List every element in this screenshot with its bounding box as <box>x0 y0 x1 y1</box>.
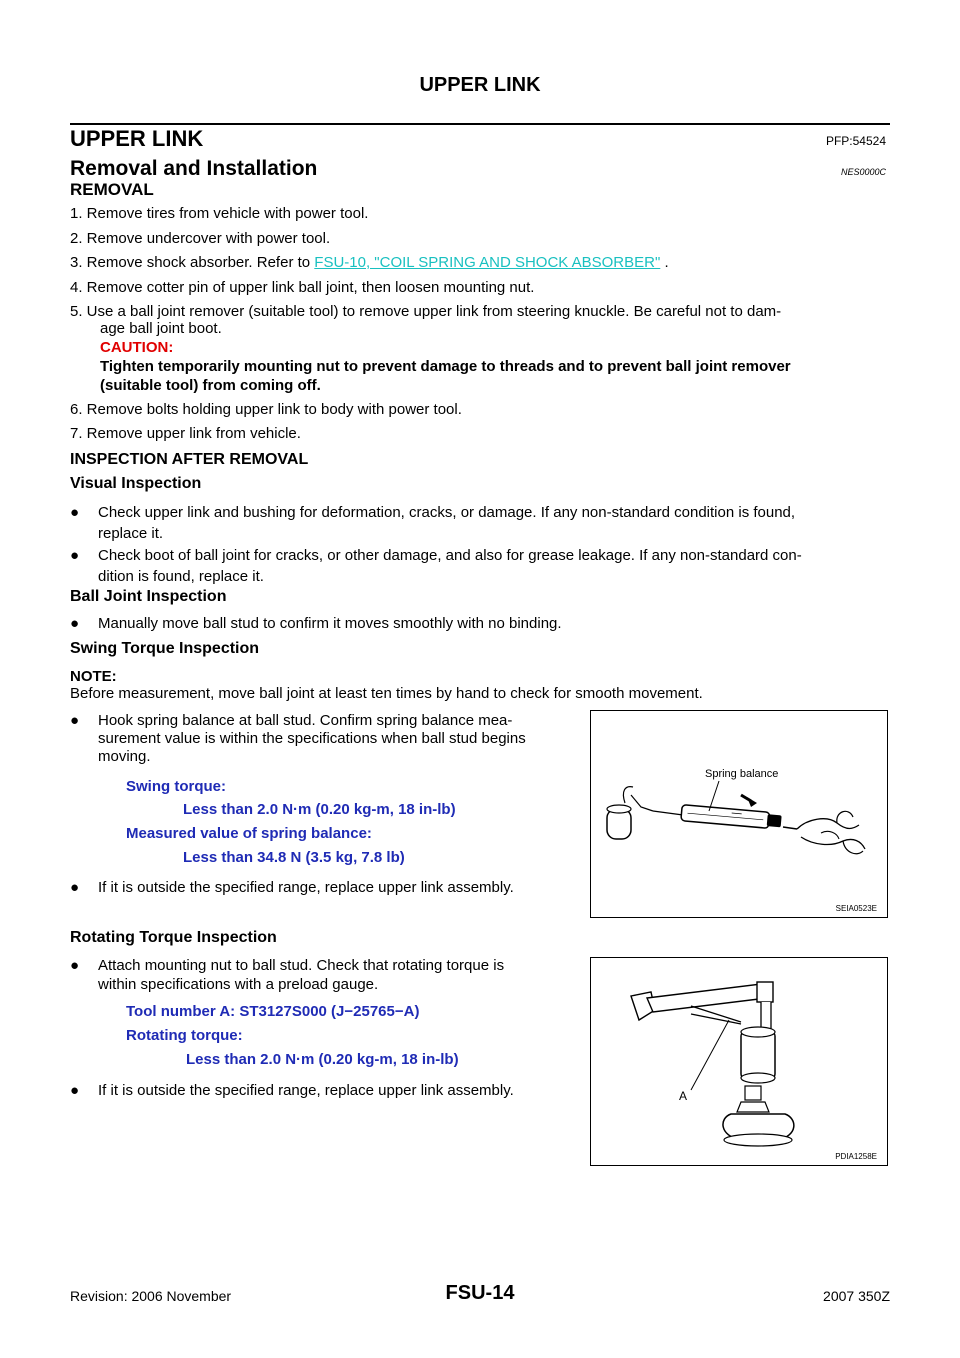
rotating-item-1 <box>70 955 504 995</box>
swing-item-1-line-3: moving. <box>98 748 151 765</box>
visual-item-2 <box>70 545 802 587</box>
bullet-icon: ● <box>70 615 80 632</box>
caution-line-2: (suitable tool) from coming off. <box>100 377 321 394</box>
ball-joint-heading: Ball Joint Inspection <box>70 588 227 605</box>
visual-item-1-line-1: Check upper link and bushing for deformation, cracks, or damage. If any non-standard condition is found, <box>98 504 796 521</box>
ball-joint-item-text: Manually move ball stud to confirm it moves smoothly with no binding. <box>98 615 562 632</box>
removal-heading: REMOVAL <box>70 180 154 199</box>
removal-step-7: 7. Remove upper link from vehicle. <box>70 425 301 442</box>
removal-step-3-suffix: . <box>660 254 669 271</box>
footer-revision: Revision: 2006 November <box>70 1288 232 1304</box>
bullet-icon: ● <box>70 879 80 896</box>
visual-item-1-line-2: replace it. <box>98 525 164 542</box>
visual-inspection-heading: Visual Inspection <box>70 475 202 492</box>
removal-step-4: 4. Remove cotter pin of upper link ball joint, then loosen mounting nut. <box>70 279 535 296</box>
preload-gauge-figure <box>590 957 888 1166</box>
note-text: Before measurement, move ball joint at least ten times by hand to check for smooth movement. <box>70 685 703 702</box>
rotating-torque-heading: Rotating Torque Inspection <box>70 929 277 946</box>
tool-a-label: A <box>679 1089 688 1103</box>
tool-number-spec: Tool number A: ST3127S000 (J−25765−A) <box>126 1003 420 1020</box>
bullet-icon: ● <box>70 712 80 729</box>
removal-step-6: 6. Remove bolts holding upper link to body with power tool. <box>70 401 462 418</box>
removal-step-5-cont: age ball joint boot. <box>100 320 222 337</box>
bullet-icon: ● <box>70 1082 80 1099</box>
visual-item-2-line-1: Check boot of ball joint for cracks, or other damage, and also for grease leakage. If any non-standard con- <box>98 547 802 564</box>
spring-balance-figure-code: SEIA0523E <box>835 904 877 913</box>
swing-item-1-line-2: surement value is within the specifications when ball stud begins <box>98 730 526 747</box>
removal-step-3 <box>70 252 669 273</box>
swing-item-1 <box>70 710 526 767</box>
rotating-item-2 <box>70 1080 514 1101</box>
visual-item-1 <box>70 502 795 544</box>
preload-gauge-illustration <box>591 958 887 1165</box>
swing-item-2 <box>70 877 514 898</box>
swing-torque-heading: Swing Torque Inspection <box>70 640 260 657</box>
subsection-title-row <box>70 157 890 185</box>
footer-page-number: FSU-14 <box>445 1282 515 1304</box>
swing-item-2-text: If it is outside the specified range, replace upper link assembly. <box>98 879 514 896</box>
inspection-heading: INSPECTION AFTER REMOVAL <box>70 451 309 468</box>
ball-joint-item <box>70 613 562 634</box>
page-header-title: UPPER LINK <box>419 74 541 96</box>
bullet-icon: ● <box>70 504 80 521</box>
rotating-item-1-line-1: Attach mounting nut to ball stud. Check that rotating torque is <box>98 957 505 974</box>
spring-balance-label: Spring balance <box>705 768 779 780</box>
subsection-code: NES0000C <box>840 167 886 177</box>
spring-balance-spec-value: Less than 34.8 N (3.5 kg, 7.8 lb) <box>183 849 405 866</box>
header-rule <box>70 123 890 125</box>
preload-gauge-figure-code: PDIA1258E <box>835 1152 877 1161</box>
removal-step-5: 5. Use a ball joint remover (suitable tool) to remove upper link from steering knuckle. Be careful not to dam- <box>70 303 782 320</box>
rotating-torque-spec-label: Rotating torque: <box>126 1027 243 1044</box>
bullet-icon: ● <box>70 957 80 974</box>
footer-model: 2007 350Z <box>823 1288 890 1304</box>
swing-spec-value: Less than 2.0 N·m (0.20 kg-m, 18 in-lb) <box>183 801 456 818</box>
caution-line-1: Tighten temporarily mounting nut to prevent damage to threads and to prevent ball joint remover <box>100 358 791 375</box>
rotating-torque-spec-value: Less than 2.0 N·m (0.20 kg-m, 18 in-lb) <box>186 1051 459 1068</box>
pfp-code: PFP:54524 <box>825 134 886 148</box>
caution-label: CAUTION: <box>100 339 174 356</box>
note-label: NOTE: <box>70 668 117 685</box>
subsection-title: Removal and Installation <box>70 157 318 180</box>
spring-balance-figure <box>590 710 888 918</box>
removal-step-2: 2. Remove undercover with power tool. <box>70 230 331 247</box>
removal-step-3-text: 3. Remove shock absorber. Refer to <box>70 254 311 271</box>
removal-step-1: 1. Remove tires from vehicle with power tool. <box>70 205 369 222</box>
section-title: UPPER LINK <box>70 126 204 151</box>
section-title-row <box>70 126 890 156</box>
rotating-item-2-text: If it is outside the specified range, replace upper link assembly. <box>98 1082 514 1099</box>
fsu-10-reference-link[interactable]: FSU-10, "COIL SPRING AND SHOCK ABSORBER" <box>314 254 661 271</box>
visual-item-2-line-2: dition is found, replace it. <box>98 568 264 585</box>
rotating-item-1-line-2: within specifications with a preload gauge. <box>98 976 379 993</box>
spring-balance-illustration <box>591 711 887 917</box>
bullet-icon: ● <box>70 547 80 564</box>
spring-balance-spec-label: Measured value of spring balance: <box>126 825 372 842</box>
swing-spec-label: Swing torque: <box>126 778 226 795</box>
swing-item-1-line-1: Hook spring balance at ball stud. Confirm spring balance mea- <box>98 712 513 729</box>
